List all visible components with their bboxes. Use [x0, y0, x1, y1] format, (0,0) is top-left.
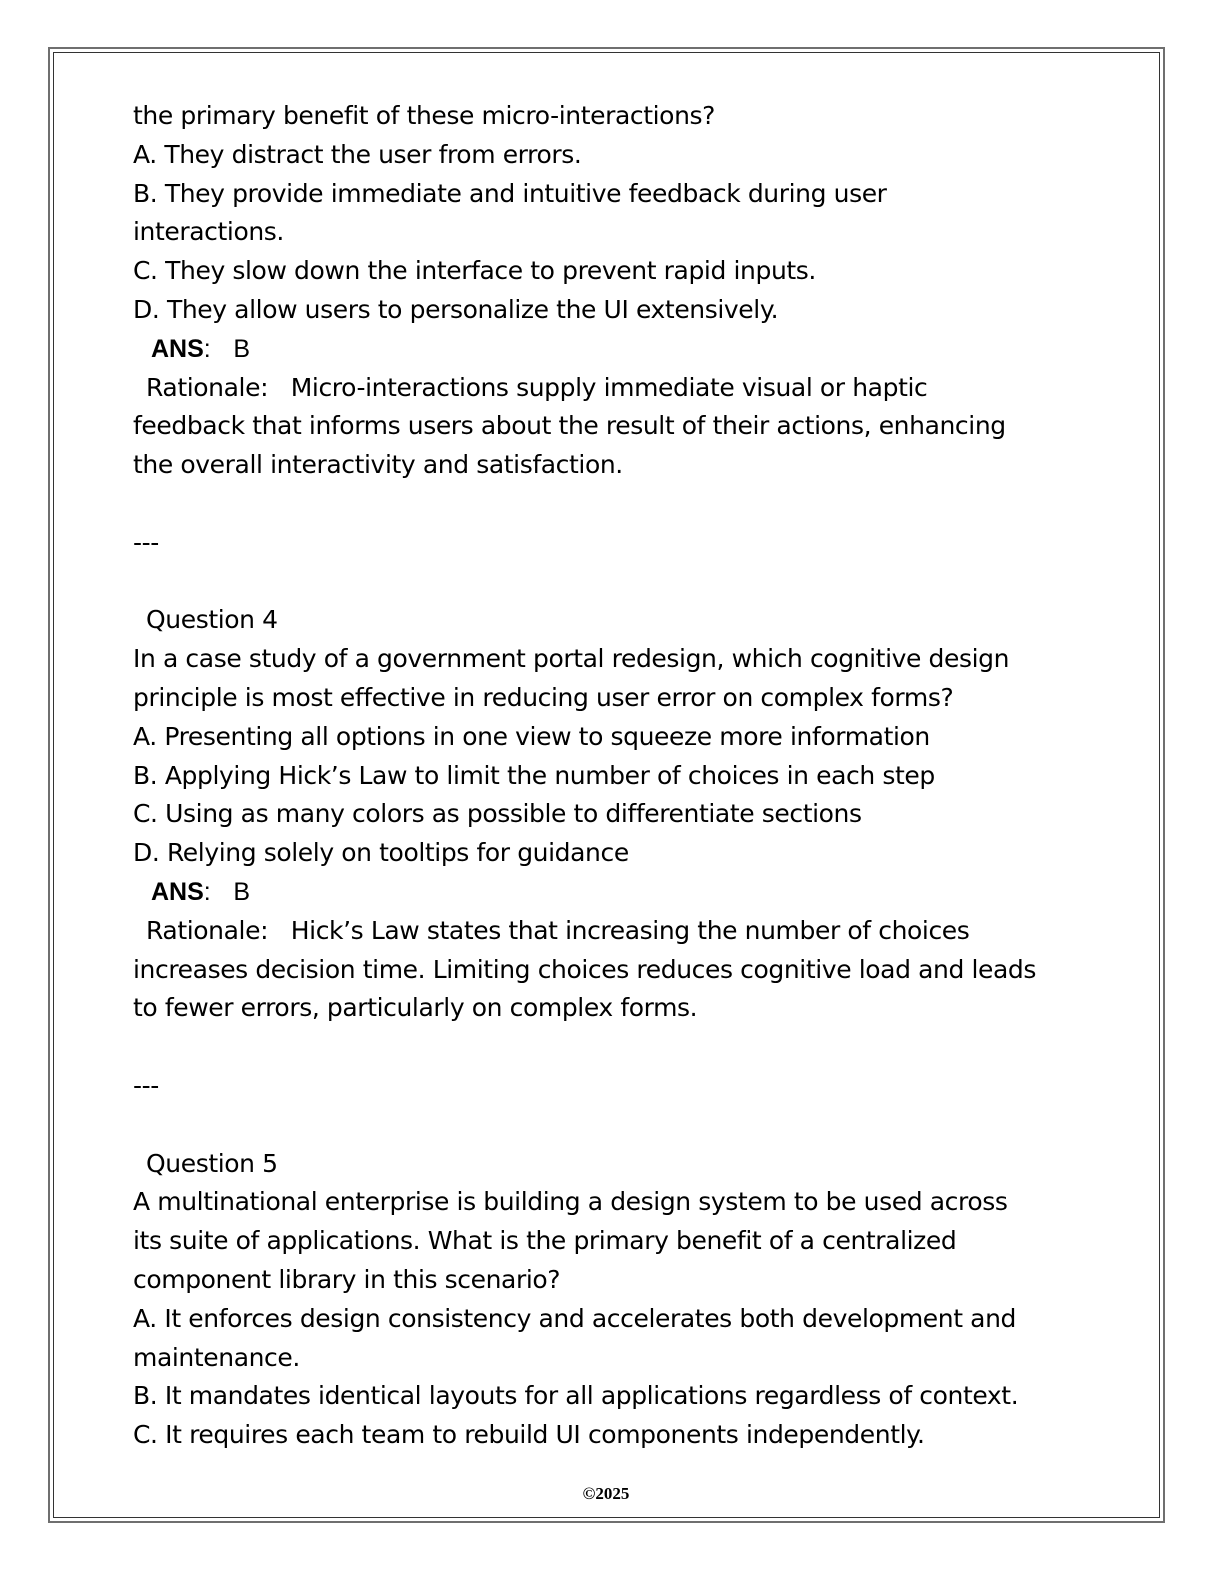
section-separator: --- — [133, 1070, 159, 1100]
rationale-text-continued: to fewer errors, particularly on complex forms. — [133, 993, 698, 1023]
answer-label: ANS — [151, 877, 204, 906]
option-b: B. They provide immediate and intuitive feedback during user — [133, 178, 887, 208]
answer-line — [133, 330, 1093, 369]
question-stem-line: principle is most effective in reducing user error on complex forms? — [133, 682, 954, 712]
question-heading: Question 4 — [146, 605, 278, 635]
option-c: C. It requires each team to rebuild UI components independently. — [133, 1420, 925, 1450]
answer-separator: : — [203, 877, 211, 906]
option-a: A. They distract the user from errors. — [133, 139, 582, 169]
question-3-continuation — [133, 97, 1093, 485]
answer-line — [133, 873, 1093, 912]
option-b: B. It mandates identical layouts for all applications regardless of context. — [133, 1381, 1019, 1411]
blank-line — [133, 485, 1093, 524]
document-body — [133, 97, 1093, 1455]
rationale-line — [133, 912, 1093, 951]
question-stem-line: the primary benefit of these micro-interactions? — [133, 101, 716, 130]
rationale-line — [133, 369, 1093, 408]
question-5 — [133, 1145, 1093, 1455]
option-b-continued: interactions. — [133, 217, 284, 247]
answer-value: B — [233, 877, 251, 906]
rationale-text: Micro-interactions supply immediate visual or haptic — [290, 372, 928, 402]
question-stem-line: its suite of applications. What is the primary benefit of a centralized — [133, 1226, 957, 1256]
option-d: D. Relying solely on tooltips for guidance — [133, 838, 629, 868]
option-a: A. Presenting all options in one view to squeeze more information — [133, 721, 930, 751]
answer-value: B — [233, 334, 251, 363]
blank-line — [133, 563, 1093, 602]
option-a-continued: maintenance. — [133, 1342, 300, 1372]
question-stem-line: A multinational enterprise is building a design system to be used across — [133, 1187, 1008, 1217]
option-c: C. Using as many colors as possible to differentiate sections — [133, 799, 862, 829]
blank-line — [133, 1106, 1093, 1145]
question-stem-line: In a case study of a government portal redesign, which cognitive design — [133, 644, 1010, 674]
option-a: A. It enforces design consistency and accelerates both development and — [133, 1303, 1017, 1333]
question-4 — [133, 601, 1093, 1028]
rationale-text-continued: increases decision time. Limiting choices reduces cognitive load and leads — [133, 954, 1037, 984]
blank-line — [133, 1028, 1093, 1067]
option-c: C. They slow down the interface to prevent rapid inputs. — [133, 256, 816, 286]
answer-label: ANS — [151, 334, 204, 363]
rationale-label: Rationale: — [146, 372, 269, 402]
rationale-text-continued: the overall interactivity and satisfaction. — [133, 450, 623, 480]
section-separator: --- — [133, 527, 159, 557]
rationale-text: Hick’s Law states that increasing the number of choices — [290, 915, 970, 945]
rationale-label: Rationale: — [146, 915, 269, 945]
option-d: D. They allow users to personalize the UI extensively. — [133, 294, 779, 324]
rationale-text-continued: feedback that informs users about the result of their actions, enhancing — [133, 411, 1006, 441]
copyright-footer: ©2025 — [582, 1484, 630, 1503]
answer-separator: : — [203, 334, 211, 363]
question-heading: Question 5 — [146, 1148, 278, 1178]
question-stem-line: component library in this scenario? — [133, 1264, 561, 1294]
option-b: B. Applying Hick’s Law to limit the number of choices in each step — [133, 760, 935, 790]
